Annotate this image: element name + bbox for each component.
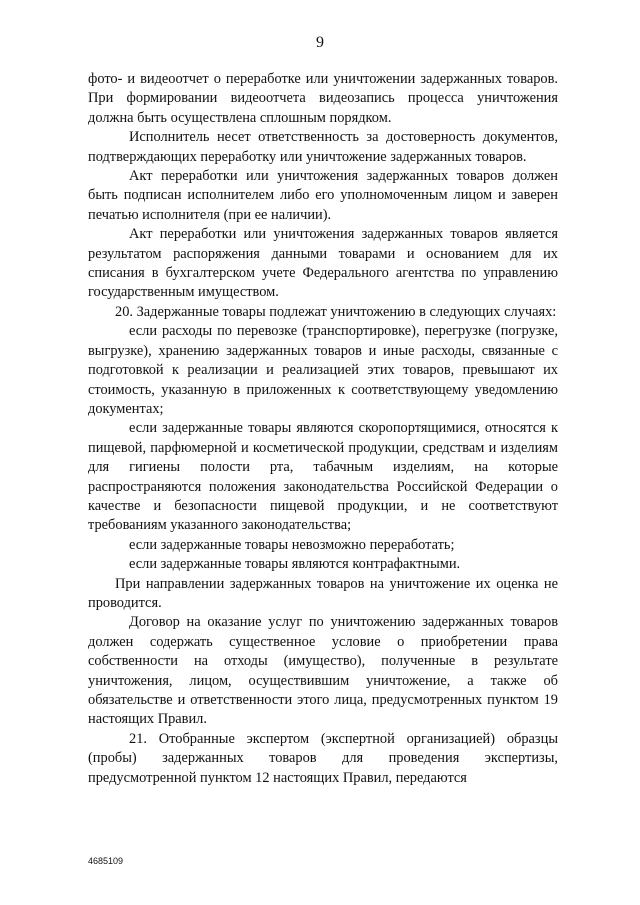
paragraph-act-writeoff: Акт переработки или уничтожения задержанных товаров является результатом распоряжения данными товарами и основанием для их списания в бухгалтерском учете Федерального агентства по управлению государственным имуществом. xyxy=(88,226,558,301)
list-item-counterfeit: если задержанные товары являются контрафактными. xyxy=(129,556,461,573)
paragraph-clause-20: 20. Задержанные товары подлежат уничтожению в следующих случаях: xyxy=(115,303,557,320)
paragraph-responsibility: Исполнитель несет ответственность за достоверность документов, подтверждающих переработку или уничтожение задержанных товаров. xyxy=(88,129,558,165)
list-item-perishable: если задержанные товары являются скоропортящимися, относятся к пищевой, парфюмерной и косметической продукции, средствам и изделиям для гигиены полости рта, табачным изделиям, на которые распространяются положения законодательства Российской Федерации о качестве и безопасности пищевой продукции, и не соответствуют требованиям указанного законодательства; xyxy=(88,420,558,534)
paragraph-no-valuation: При направлении задержанных товаров на уничтожение их оценка не проводится. xyxy=(88,575,558,611)
paragraph-clause-21: 21. Отобранные экспертом (экспертной организацией) образцы (пробы) задержанных товаров для проведения экспертизы, предусмотренной пунктом 12 настоящих Правил, передаются xyxy=(88,730,558,786)
paragraph-act-signature: Акт переработки или уничтожения задержанных товаров должен быть подписан исполнителем либо его уполномоченным лицом и заверен печатью исполнителя (при ее наличии). xyxy=(88,168,558,223)
document-code: 4685109 xyxy=(88,856,124,866)
document-body xyxy=(88,70,558,788)
paragraph-continuation: фото- и видеоотчет о переработке или уничтожении задержанных товаров. При формировании видеоотчета видеозапись процесса уничтожения должна быть осуществлена сплошным порядком. xyxy=(88,71,558,126)
paragraph-contract: Договор на оказание услуг по уничтожению задержанных товаров должен содержать существенное условие о приобретении права собственности на отходы (имущество), полученные в результате уничтожения, лицом, осуществившим уничтожение, а также об обязательстве и ответственности этого лица, предусмотренных пунктом 19 настоящих Правил. xyxy=(88,614,558,728)
list-item-not-recyclable: если задержанные товары невозможно переработать; xyxy=(129,536,455,553)
page-number: 9 xyxy=(316,34,324,51)
list-item-expenses: если расходы по перевозке (транспортировке), перегрузке (погрузке, выгрузке), хранению задержанных товаров и иные расходы, связанные с подготовкой к реализации и реализацией этих товаров, превышают их стоимость, указанную в приложенных к соответствующему уведомлению документах; xyxy=(88,323,558,417)
